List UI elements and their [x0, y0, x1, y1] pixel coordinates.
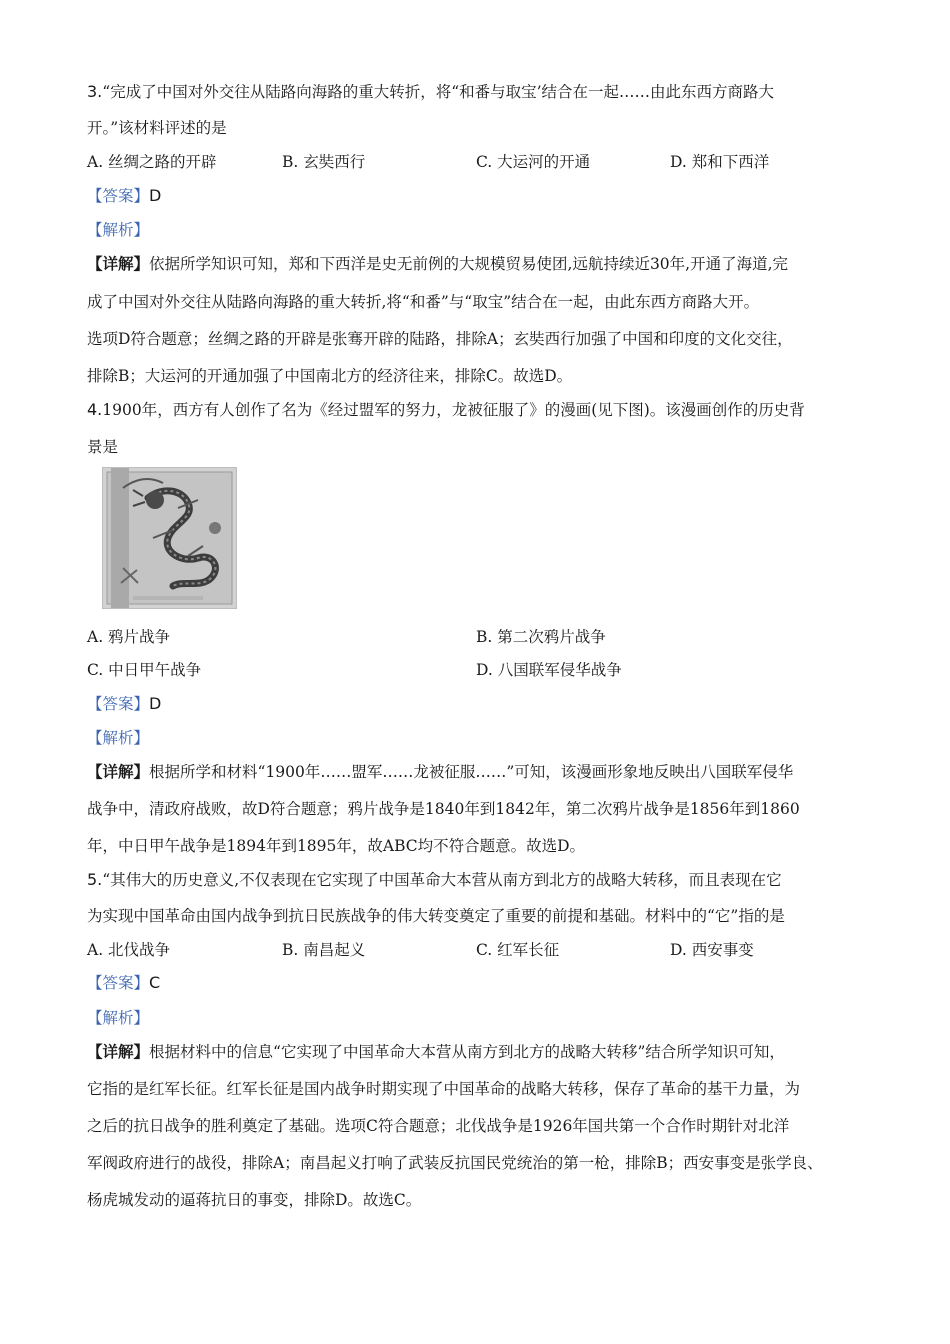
question-5-stem-line-2: 为实现中国革命由国内战争到抗日民族战争的伟大转变奠定了重要的前提和基础。材料中的“它”指的是 — [87, 907, 785, 925]
question-3-detail-line-4: 排除B；大运河的开通加强了中国南北方的经济往来，排除C。故选D。 — [87, 367, 573, 385]
question-3-option-b: B. 玄奘西行 — [282, 153, 366, 171]
question-5-detail-line-2: 它指的是红军长征。红军长征是国内战争时期实现了中国革命的战略大转移，保存了革命的基干力量，为 — [87, 1080, 801, 1098]
answer-tag: 【答案】 — [87, 974, 150, 992]
question-4-number: 4. — [87, 400, 103, 419]
question-3-stem-line-1: 3.“完成了中国对外交往从陆路向海路的重大转折，将“和番与取宝’结合在一起……由此东西方商路大 — [87, 82, 775, 101]
question-4-option-a: A. 鸦片战争 — [87, 628, 171, 646]
question-4-option-b: B. 第二次鸦片战争 — [476, 628, 606, 646]
question-5-number: 5. — [87, 870, 103, 889]
dragon-cartoon-icon — [103, 468, 236, 608]
question-5-answer — [87, 973, 160, 993]
question-5-option-d: D. 西安事变 — [670, 941, 754, 959]
answer-value: D — [149, 694, 162, 713]
question-3-stem-line-2: 开。”该材料评述的是 — [87, 119, 227, 137]
question-3-detail-line-2: 成了中国对外交往从陆路向海路的重大转折,将“和番”与“取宝”结合在一起，由此东西方商路大开。 — [87, 293, 760, 311]
question-4-answer — [87, 694, 161, 714]
question-3-option-d: D. 郑和下西洋 — [670, 153, 770, 171]
question-3-option-c: C. 大运河的开通 — [476, 153, 591, 171]
question-5-stem-line-1: 5.“其伟大的历史意义,不仅表现在它实现了中国革命大本营从南方到北方的战略大转移，而且表现在它 — [87, 870, 782, 889]
question-4-stem-line-1: 4.1900年，西方有人创作了名为《经过盟军的努力，龙被征服了》的漫画(见下图)。该漫画创作的历史背 — [87, 400, 805, 419]
question-4-stem-line-2: 景是 — [87, 438, 119, 456]
question-3-number: 3. — [87, 82, 103, 101]
answer-value: C — [149, 973, 161, 992]
question-4-detail-line-2: 战争中，清政府战败，故D符合题意；鸦片战争是1840年到1842年，第二次鸦片战争是1856年到1860 — [87, 800, 800, 818]
question-5-detail-line-4: 军阀政府进行的战役，排除A；南昌起义打响了武装反抗国民党统治的第一枪，排除B；西安事变是张学良、 — [87, 1154, 823, 1172]
question-4-detail-line-3: 年，中日甲午战争是1894年到1895年，故ABC均不符合题意。故选D。 — [87, 837, 586, 855]
question-5-analysis-tag: 【解析】 — [87, 1009, 150, 1027]
answer-tag: 【答案】 — [87, 187, 150, 205]
question-3-detail-line-3: 选项D符合题意；丝绸之路的开辟是张骞开辟的陆路，排除A；玄奘西行加强了中国和印度的文化交往， — [87, 330, 793, 348]
answer-value: D — [149, 186, 162, 205]
question-3-detail-line-1: 【详解】依据所学知识可知，郑和下西洋是史无前例的大规模贸易使团,远航持续近30年,开通了海道,完 — [87, 254, 789, 273]
question-3-option-a: A. 丝绸之路的开辟 — [87, 153, 217, 171]
dragon-cartoon-image — [102, 467, 237, 609]
question-3-answer — [87, 186, 161, 206]
detail-tag: 【详解】 — [87, 254, 150, 273]
question-5-option-a: A. 北伐战争 — [87, 941, 171, 959]
question-4-analysis-tag: 【解析】 — [87, 729, 150, 747]
question-4-option-d: D. 八国联军侵华战争 — [476, 661, 622, 679]
question-4-detail-line-1: 【详解】根据所学和材料“1900年……盟军……龙被征服……”可知，该漫画形象地反映出八国联军侵华 — [87, 762, 794, 781]
answer-tag: 【答案】 — [87, 695, 150, 713]
question-5-option-b: B. 南昌起义 — [282, 941, 366, 959]
question-5-detail-line-5: 杨虎城发动的逼蒋抗日的事变，排除D。故选C。 — [87, 1191, 422, 1209]
question-4-option-c: C. 中日甲午战争 — [87, 661, 202, 679]
question-5-option-c: C. 红军长征 — [476, 941, 560, 959]
question-5-detail-line-3: 之后的抗日战争的胜利奠定了基础。选项C符合题意；北伐战争是1926年国共第一个合作时期针对北洋 — [87, 1117, 790, 1135]
question-5-detail-line-1: 【详解】根据材料中的信息“它实现了中国革命大本营从南方到北方的战略大转移”结合所学知识可知， — [87, 1042, 785, 1061]
question-3-analysis-tag: 【解析】 — [87, 221, 150, 239]
detail-tag: 【详解】 — [87, 762, 150, 781]
detail-tag: 【详解】 — [87, 1042, 150, 1061]
